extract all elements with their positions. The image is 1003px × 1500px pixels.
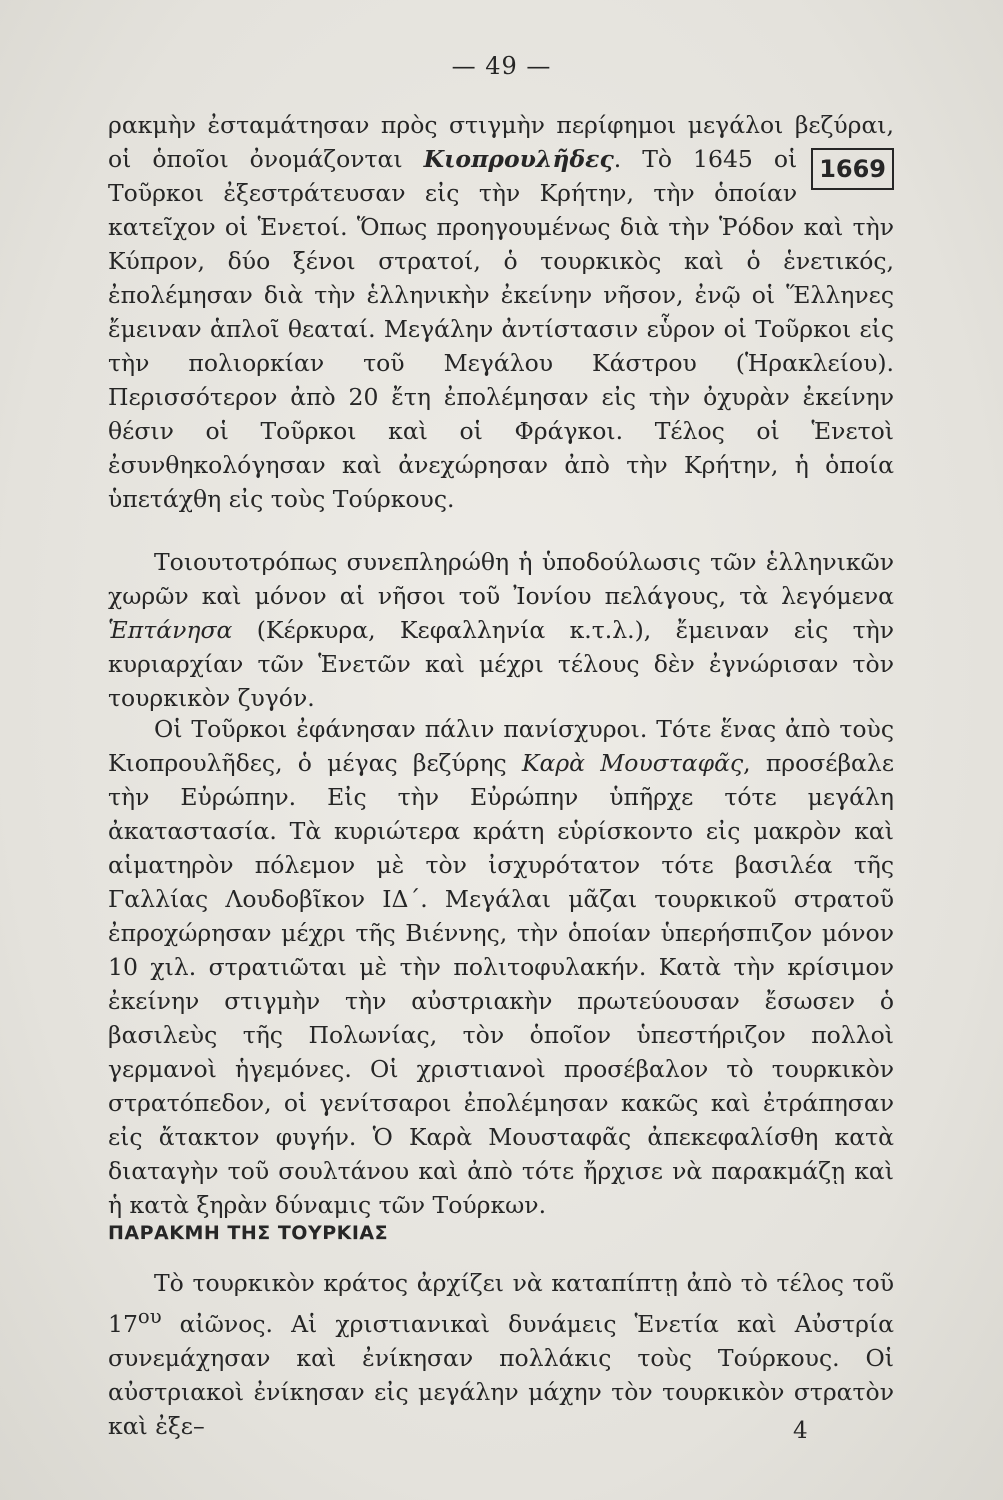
term-kiopruli: Κιοπρουλῆδες — [423, 145, 614, 173]
para2-text-start: Τοιουτοτρόπως συνεπληρώθη ἡ ὑποδούλωσις τῶν ἑλληνικῶν χωρῶν καὶ μόνον αἱ νῆσοι τοῦ Ἰονίου πελάγους, τὰ λεγόμενα — [108, 548, 894, 610]
signature-mark: 4 — [793, 1418, 808, 1444]
paragraph-subjugation — [108, 545, 894, 715]
para4-text-start: Τὸ τουρκικὸν κράτος ἀρχίζει νὰ καταπίπτῃ ἀπὸ τὸ τέλος τοῦ 17 — [108, 1269, 894, 1338]
section-heading: ΠΑΡΑΚΜΗ ΤΗΣ ΤΟΥΡΚΙΑΣ — [108, 1222, 389, 1244]
para1-text-end: . Τὸ 1645 οἱ Τοῦρκοι ἐξεστράτευσαν εἰς τὴν Κρήτην, τὴν ὁποίαν κατεῖχον οἱ Ἑνετοί. Ὅπως προηγουμένως διὰ τὴν Ῥόδον καὶ τὴν Κύπρον, δύο ξένοι στρατοί, ὁ τουρκικὸς καὶ ὁ ἑνετικός, ἐπολέμησαν διὰ τὴν ἑλληνικὴν ἐκείνην νῆσον, ἐνῷ οἱ Ἕλληνες ἔμειναν ἁπλοῖ θεαταί. Μεγάλην ἀντίστασιν εὗρον οἱ Τοῦρκοι εἰς τὴν πολιορκίαν τοῦ Μεγάλου Κάστρου (Ἡρακλείου). Περισσότερον ἀπὸ 20 ἔτη ἐπολέμησαν εἰς τὴν ὀχυρὰν ἐκείνην θέσιν οἱ Τοῦρκοι καὶ οἱ Φράγκοι. Τέλος οἱ Ἑνετοὶ ἐσυνθηκολόγησαν καὶ ἀνεχώρησαν ἀπὸ τὴν Κρήτην, ἡ ὁποία ὑπετάχθη εἰς τοὺς Τούρκους. — [108, 145, 894, 513]
page-number: — 49 — — [451, 52, 552, 80]
para2-text-end: (Κέρκυρα, Κεφαλληνία κ.τ.λ.), ἔμειναν εἰς τὴν κυριαρχίαν τῶν Ἑνετῶν καὶ μέχρι τέλους δὲν ἐγνώρισαν τὸν τουρκικὸν ζυγόν. — [108, 616, 894, 712]
para3-text-end: , προσέβαλε τὴν Εὐρώπην. Εἰς τὴν Εὐρώπην ὑπῆρχε τότε μεγάλη ἀκαταστασία. Τὰ κυριώτερα κράτη εὑρίσκοντο εἰς μακρὸν καὶ αἱματηρὸν πόλεμον μὲ τὸν ἰσχυρότατον τότε βασιλέα τῆς Γαλλίας Λουδοβῖκον ΙΔ΄. Μεγάλαι μᾶζαι τουρκικοῦ στρατοῦ ἐπροχώρησαν μέχρι τῆς Βιέννης, τὴν ὁποίαν ὑπερήσπιζον μόνον 10 χιλ. στρατιῶται μὲ τὴν πολιτοφυλακήν. Κατὰ τὴν κρίσιμον ἐκείνην στιγμὴν τὴν αὐστριακὴν πρωτεύουσαν ἔσωσεν ὁ βασιλεὺς τῆς Πολωνίας, τὸν ὁποῖον ὑπεστήριζον πολλοὶ γερμανοὶ ἡγεμόνες. Οἱ χριστιανοὶ προσέβαλον τὸ τουρκικὸν στρατόπεδον, οἱ γενίτσαροι ἐπολέμησαν κακῶς καὶ ἐτράπησαν εἰς ἄτακτον φυγήν. Ὁ Καρὰ Μουσταφᾶς ἀπεκεφαλίσθη κατὰ διαταγὴν τοῦ σουλτάνου καὶ ἀπὸ τότε ἤρχισε νὰ παρακμάζῃ καὶ ἡ κατὰ ξηρὰν δύναμις τῶν Τούρκων. — [108, 749, 894, 1219]
ordinal-suffix: ου — [137, 1305, 162, 1328]
paragraph-kiopruli-crete — [108, 108, 894, 516]
term-kara-mustafa: Καρὰ Μουσταφᾶς — [521, 749, 744, 777]
para3-text-start: Οἱ Τοῦρκοι ἐφάνησαν πάλιν πανίσχυροι. Τότε ἕνας ἀπὸ τοὺς Κιοπρουλῆδες, ὁ μέγας βεζύρης — [108, 715, 894, 777]
year-margin-box: 1669 — [811, 148, 894, 190]
paragraph-decline — [108, 1266, 894, 1443]
term-eptanisa: Ἑπτάνησα — [108, 616, 233, 644]
para1-text-start: ρακμὴν ἐσταμάτησαν πρὸς στιγμὴν περίφημοι μεγάλοι βεζύραι, οἱ ὁποῖοι ὀνομάζονται — [108, 111, 894, 173]
paragraph-vienna — [108, 712, 894, 1222]
para4-text-end: αἰῶνος. Αἱ χριστιανικαὶ δυνάμεις Ἑνετία καὶ Αὐστρία συνεμάχησαν καὶ ἐνίκησαν πολλάκις τοὺς Τούρκους. Οἱ αὐστριακοὶ ἐνίκησαν εἰς μεγάλην μάχην τὸν τουρκικὸν στρατὸν καὶ ἐξε– — [108, 1309, 894, 1440]
